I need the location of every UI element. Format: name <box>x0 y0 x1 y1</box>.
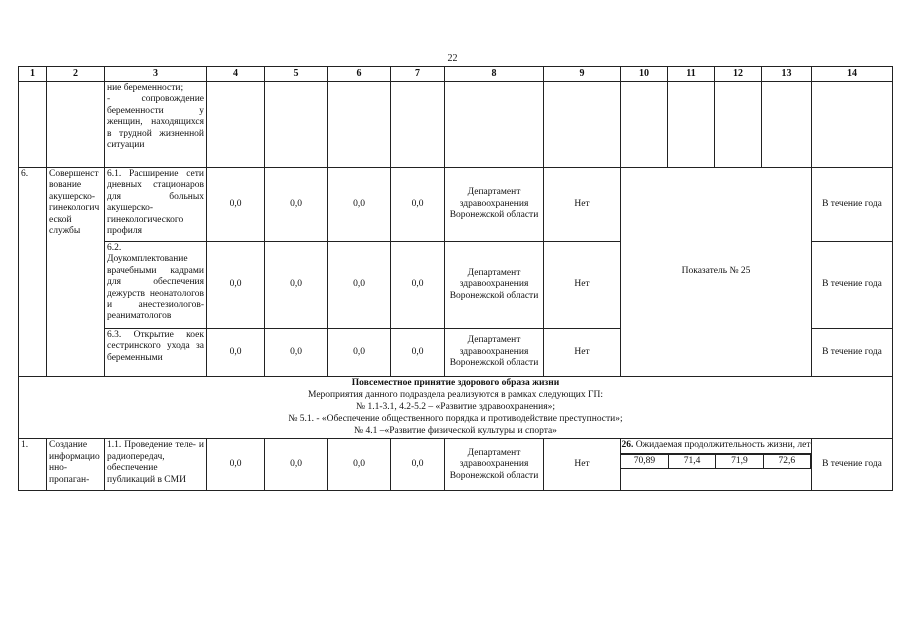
value-cell: 0,0 <box>265 242 328 329</box>
page-number: 22 <box>447 53 458 64</box>
indicator-label: Ожидаемая продолжительность жизни, лет <box>635 440 811 451</box>
col-header: 14 <box>812 67 893 82</box>
indicator-cell <box>621 439 812 491</box>
row-number: 1. <box>19 439 47 491</box>
table-row <box>19 168 893 242</box>
measures-table <box>18 66 893 491</box>
term-cell: В течение года <box>812 439 893 491</box>
row-number: 6. <box>19 168 47 377</box>
activity-cell: 6.3. Открытие коек сестринского ухода за беременными <box>105 329 207 377</box>
value-cell: 0,0 <box>265 168 328 242</box>
indicator-value: 71,9 <box>716 454 763 468</box>
section-row <box>19 377 893 439</box>
col-header: 7 <box>391 67 445 82</box>
value-cell: 0,0 <box>207 439 265 491</box>
col-header: 4 <box>207 67 265 82</box>
section-line: Мероприятия данного подраздела реализуются в рамках следующих ГП: <box>308 389 603 400</box>
col9-cell: Нет <box>544 242 621 329</box>
indicator-value: 72,6 <box>763 454 810 468</box>
section-line: № 5.1. - «Обеспечение общественного порядка и противодействие преступности»; <box>288 413 623 424</box>
section-cell <box>19 377 893 439</box>
activity-cell: 6.1. Расширение сети дневных стационаров для больных акушерско-гинекологического профиля <box>105 168 207 242</box>
continued-row <box>19 82 893 168</box>
term-cell: В течение года <box>812 242 893 329</box>
col-header: 5 <box>265 67 328 82</box>
value-cell: 0,0 <box>328 329 391 377</box>
activity-cell: 6.2. Доукомплектование врачебными кадрами для обеспечения дежурств неонатологов и анестезиологов-реаниматологов <box>105 242 207 329</box>
section-title: Повсеместное принятие здорового образа жизни <box>351 378 560 388</box>
value-cell: 0,0 <box>207 329 265 377</box>
value-cell: 0,0 <box>391 168 445 242</box>
col-header: 9 <box>544 67 621 82</box>
value-cell: 0,0 <box>265 439 328 491</box>
activity-cell: 1.1. Проведение теле- и радиопередач, обеспечение публикаций в СМИ <box>105 439 207 491</box>
measure-name: Совершенствование акушерско-гинекологической службы <box>47 168 105 377</box>
col-header: 3 <box>105 67 207 82</box>
section-line: № 4.1 –«Развитие физической культуры и спорта» <box>354 425 557 436</box>
value-cell: 0,0 <box>265 329 328 377</box>
indicator-title <box>621 439 811 453</box>
col9-cell: Нет <box>544 329 621 377</box>
col9-cell: Нет <box>544 439 621 491</box>
indicator-values <box>621 454 811 469</box>
col-header: 6 <box>328 67 391 82</box>
col9-cell: Нет <box>544 168 621 242</box>
column-number-row <box>19 67 893 82</box>
value-cell: 0,0 <box>207 242 265 329</box>
executor-cell: Департамент здравоохранения Воронежской области <box>445 329 544 377</box>
value-cell: 0,0 <box>328 168 391 242</box>
col-header: 2 <box>47 67 105 82</box>
col-header: 12 <box>715 67 762 82</box>
table-row <box>19 439 893 491</box>
value-cell: 0,0 <box>391 439 445 491</box>
col-header: 13 <box>762 67 812 82</box>
indicator-value: 70,89 <box>621 454 668 468</box>
indicator-value: 71,4 <box>668 454 715 468</box>
value-cell: 0,0 <box>391 242 445 329</box>
indicator-cell: Показатель № 25 <box>621 168 812 377</box>
value-cell: 0,0 <box>207 168 265 242</box>
col-header: 10 <box>621 67 668 82</box>
executor-cell: Департамент здравоохранения Воронежской области <box>445 168 544 242</box>
col-header: 1 <box>19 67 47 82</box>
col-header: 11 <box>668 67 715 82</box>
col-header: 8 <box>445 67 544 82</box>
section-line: № 1.1-3.1, 4.2-5.2 – «Развитие здравоохранения»; <box>356 401 555 412</box>
value-cell: 0,0 <box>328 242 391 329</box>
term-cell: В течение года <box>812 329 893 377</box>
measure-name: Создание информационно-пропаган- <box>47 439 105 491</box>
executor-cell: Департамент здравоохранения Воронежской области <box>445 439 544 491</box>
term-cell: В течение года <box>812 168 893 242</box>
indicator-number: 26. <box>621 440 634 451</box>
value-cell: 0,0 <box>391 329 445 377</box>
executor-cell: Департамент здравоохранения Воронежской области <box>445 242 544 329</box>
value-cell: 0,0 <box>328 439 391 491</box>
activity-cell: ние беременности; - сопровождение беременности у женщин, находящихся в трудной жизненной ситуации <box>105 82 207 168</box>
